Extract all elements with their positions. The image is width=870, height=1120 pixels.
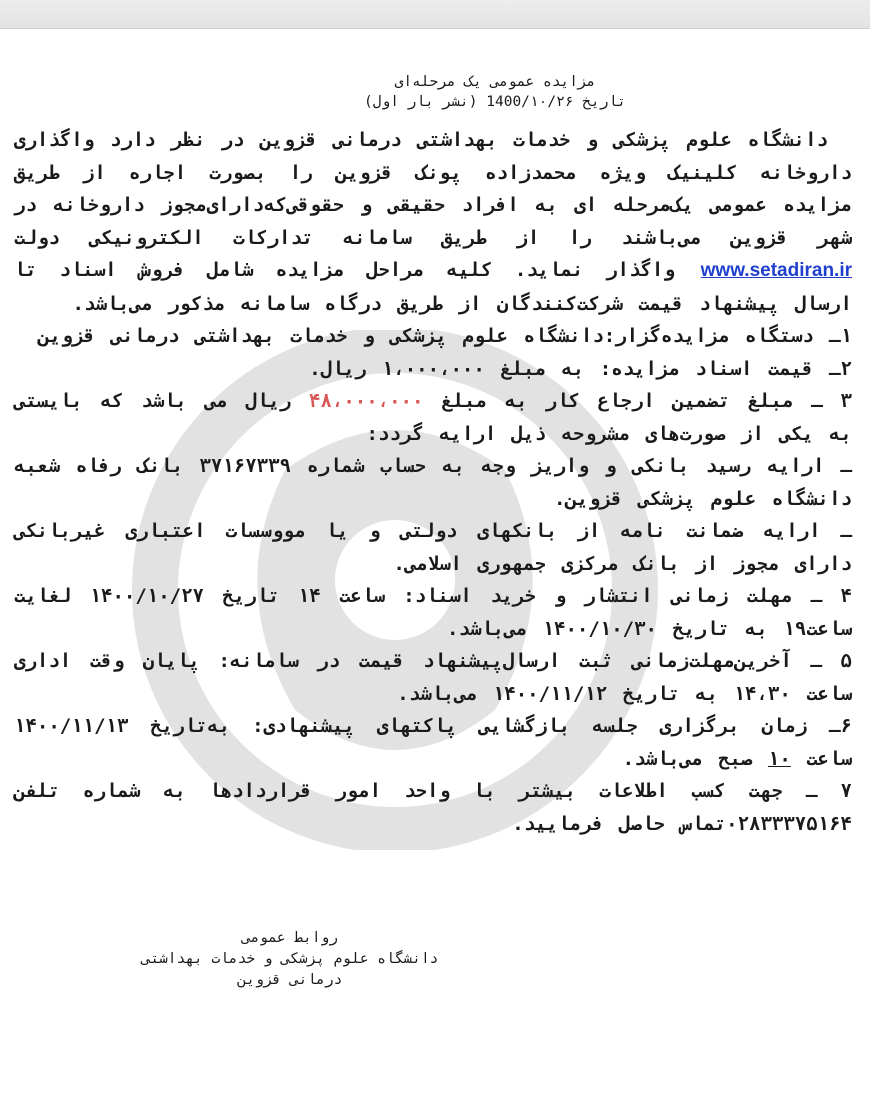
intro-text-2: واگذار نماید. کلیه مراحل مزایده شامل فروش اسناد تا ارسال پیشنهاد قیمت شرکت‌کنندگان از طریق درگاه سامانه مذکور می‌باشد.	[14, 259, 852, 315]
footer-line-2: دانشگاه علوم پزشکی و خدمات بهداشتی	[141, 951, 439, 967]
notice-date: تاریخ 1400/۱۰/۲۶ (نشر بار اول)	[364, 94, 626, 110]
item-3-text-b: ریال می باشد که بایستی به یکی از صورت‌های مشروحه ذیل ارایه گردد:	[14, 390, 852, 445]
footer-line-1: روابط عمومی	[241, 930, 339, 946]
notice-body	[14, 124, 852, 840]
item-3-amount: ۴۸،۰۰۰،۰۰۰	[309, 390, 424, 412]
intro-text-1: دانشگاه علوم پزشکی و خدمات بهداشتی درمانی قزوین در نظر دارد واگذاری داروخانه کلینیک ویژه محمدزاده پونک قزوین را بصورت اجاره از طریق مزایده عمومی یک‌مرحله ای به افراد حقیقی و حقوقی‌که‌دارای‌مجوز داروخانه در شهر قزوین می‌باشند را از طریق سامانه تدارکات الکترونیکی دولت	[14, 129, 852, 249]
item-6-text-a: ۶ـ زمان برگزاری جلسه بازگشایی پاکتهای پیشنهادی: به‌تاریخ ۱۴۰۰/۱۱/۱۳ ساعت	[14, 715, 852, 770]
footer-line-3: درمانی قزوین	[237, 972, 343, 988]
item-1: ۱ـ دستگاه مزایده‌گزار:دانشگاه علوم پزشکی و خدمات بهداشتی درمانی قزوین	[38, 325, 852, 347]
setadiran-link[interactable]: www.setadiran.ir	[700, 260, 852, 281]
notice-title: مزایده عمومی یک مرحله‌ای	[394, 74, 596, 90]
item-2: ۲ـ قیمت اسناد مزایده: به مبلغ ۱،۰۰۰،۰۰۰ ریال.	[309, 357, 852, 380]
item-3-option-2: ـ ارایه ضمانت نامه از بانکهای دولتی و یا مووسسات اعتباری غیربانکی دارای مجوز از بانک مرکزی جمهوری اسلامی.	[14, 520, 852, 575]
item-3-option-1: ـ ارایه رسید بانکی و واریز وجه به حساب شماره ۳۷۱۶۷۳۳۹ بانک رفاه شعبه دانشگاه علوم پزشکی قزوین.	[14, 455, 852, 510]
item-6-hour: ۱۰	[767, 747, 791, 770]
item-6	[14, 710, 852, 775]
item-4: ۴ ـ مهلت زمانی انتشار و خرید اسناد: ساعت ۱۴ تاریخ ۱۴۰۰/۱۰/۲۷ لغایت ساعت۱۹ به تاریخ ۱۴۰۰/۱۰/۳۰ می‌باشد.	[14, 585, 852, 640]
item-3	[14, 385, 852, 450]
signature-block	[40, 928, 540, 991]
item-5: ۵ ـ آخرین‌مهلت‌زمانی ثبت ارسال‌پیشنهاد قیمت در سامانه: پایان وقت اداری ساعت ۱۴،۳۰ به تاریخ ۱۴۰۰/۱۱/۱۲ می‌باشد.	[14, 650, 852, 705]
item-6-text-b: صبح می‌باشد.	[622, 747, 768, 770]
item-3-text-a: ۳ ـ مبلغ تضمین ارجاع کار به مبلغ	[423, 390, 852, 412]
notice-header	[0, 72, 870, 112]
item-7: ۷ ـ جهت کسب اطلاعات بیشتر با واحد امور قراردادها به شماره تلفن ۰۲۸۳۳۳۷۵۱۶۴تماس حاصل فرمایید.	[14, 780, 852, 835]
intro-paragraph	[14, 124, 852, 320]
top-bar	[0, 0, 870, 29]
